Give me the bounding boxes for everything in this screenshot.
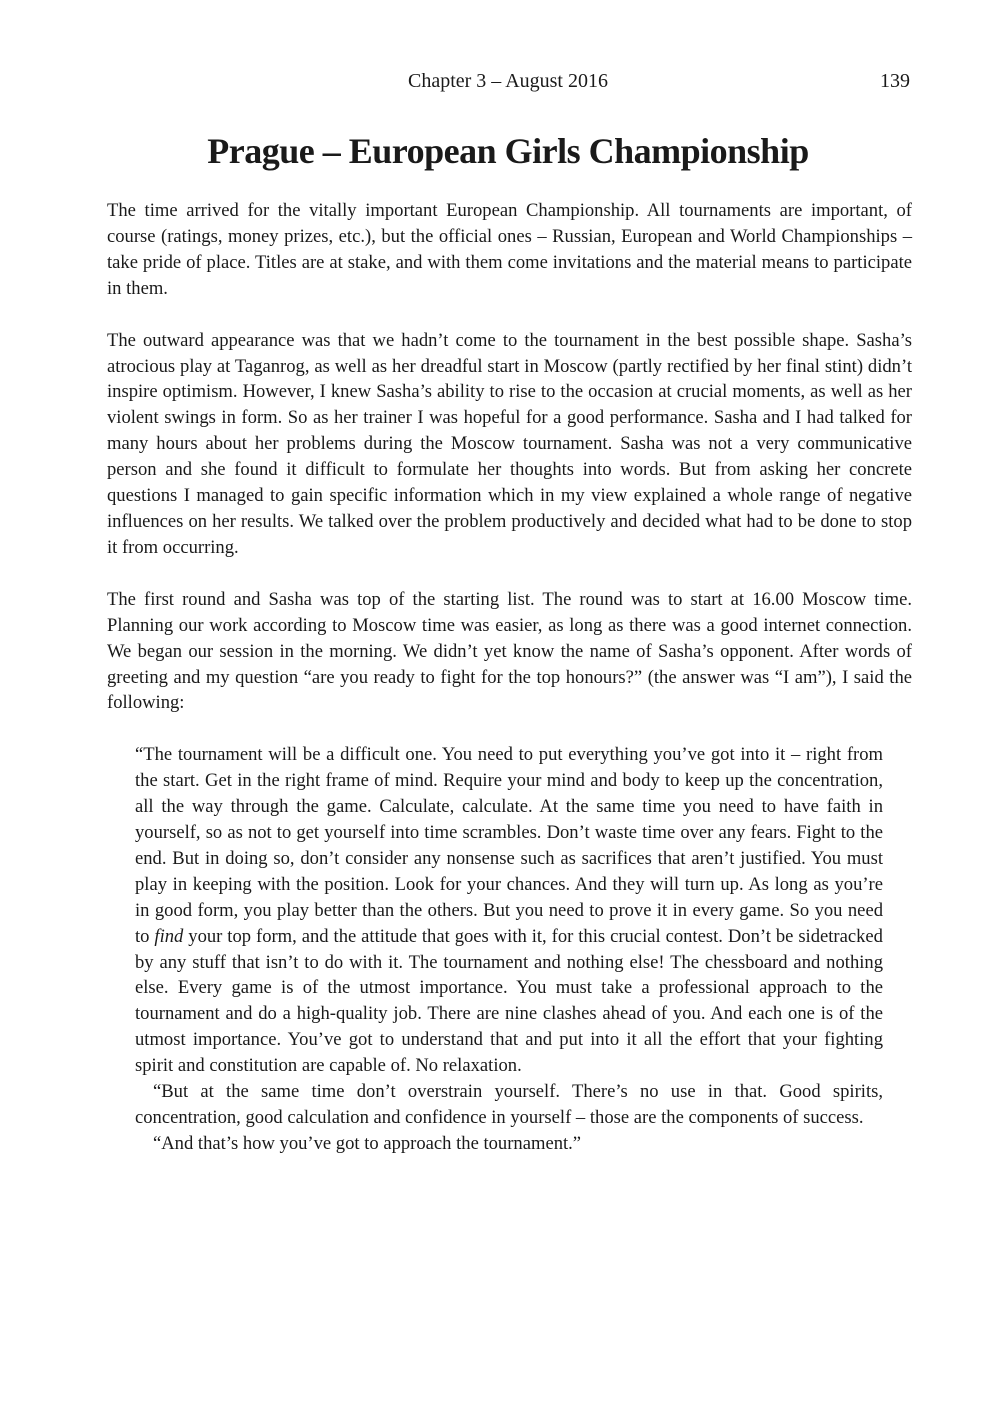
quote-paragraph: “But at the same time don’t overstrain yourself. There’s no use in that. Good spirits, concentration, good calculation and confidence in yourself – those are the components of success. [135,1081,883,1128]
quote-text: “The tournament will be a difficult one. You need to put everything you’ve got into it – right from the start. Get in the right frame of mind. Require your mind and body to keep up the concentration, all the way through the game. Calculate, calculate. At the same time you need to have faith in yourself, so as not to get yourself into time scrambles. Don’t waste time over any fears. Fight to the end. But in doing so, don’t consider any nonsense such as sacrifices that aren’t justified. You must play in keeping with the position. Look for your chances. And they will turn up. As long as you’re in good form, you play better than the others. But you need to prove it in every game. So you need to [135,744,883,947]
paragraph: The time arrived for the vitally important European Championship. All tournaments are important, of course (ratings, money prizes, etc.), but the official ones – Russian, European and World Championships – take pride of place. Titles are at stake, and with them come invitations and the material means to participate in them. [107,200,912,299]
page-number: 139 [880,70,910,92]
paragraph: The first round and Sasha was top of the starting list. The round was to start at 16.00 Moscow time. Planning our work according to Moscow time was easier, as long as there was a good internet connection. We began our session in the morning. We didn’t yet know the name of Sasha’s opponent. After words of greeting and my question “are you ready to fight for the top honours?” (the answer was “I am”), I said the following: [107,588,912,714]
body-text [107,198,912,1157]
quote-paragraph: “And that’s how you’ve got to approach the tournament.” [153,1132,582,1154]
section-title: Prague – European Girls Championship [207,131,809,171]
quote-text: your top form, and the attitude that goes with it, for this crucial contest. Don’t be sidetracked by any stuff that isn’t to do with it. The tournament and nothing else! The chessboard and nothing else. Every game is of the utmost importance. You must take a professional approach to the tournament and do a high-quality job. There are nine clashes ahead of you. And each one is of the utmost importance. You’ve got to understand that and put into it all the effort that your fighting spirit and constitution are capable of. No relaxation. [135,925,883,1077]
paragraph: The outward appearance was that we hadn’t come to the tournament in the best possible shape. Sasha’s atrocious play at Taganrog, as well as her dreadful start in Moscow (partly rectified by her final stint) didn’t inspire optimism. However, I knew Sasha’s ability to rise to the occasion at crucial moments, as well as her violent swings in form. So as her trainer I was hopeful for a good performance. Sasha and I had talked for many hours about her problems during the Moscow tournament. Sasha was not a very communicative person and she found it difficult to formulate her thoughts into words. But from asking her concrete questions I managed to gain specific information which in my view explained a whole range of negative influences on her results. We talked over the problem productively and decided what had to be done to stop it from occurring. [107,329,912,558]
running-header [0,70,1000,100]
italic-emphasis: find [154,925,184,947]
block-quote [135,742,883,1157]
chapter-heading: Chapter 3 – August 2016 [408,70,608,92]
quote-paragraph [135,742,883,1079]
